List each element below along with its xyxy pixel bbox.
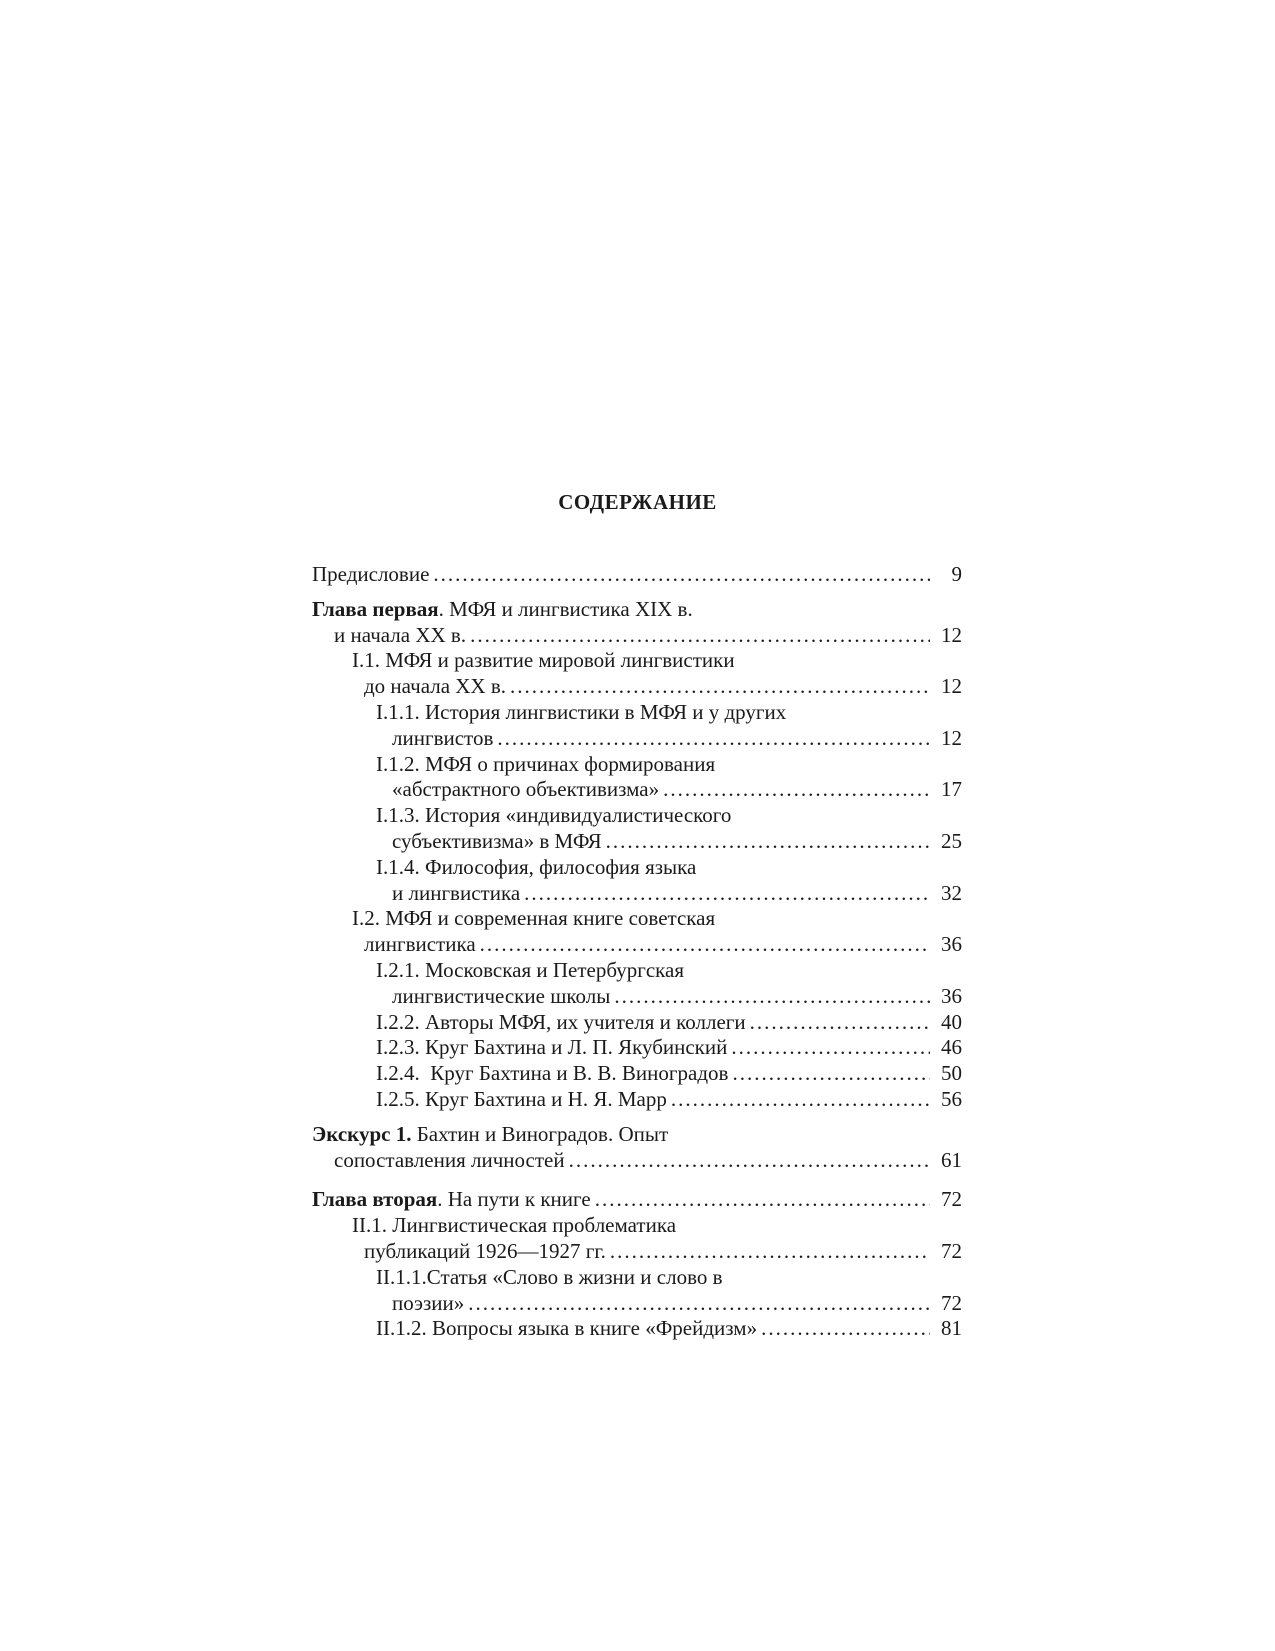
toc-entry-title-cont: субъективизма» в МФЯ (392, 828, 602, 853)
dot-leader (614, 984, 930, 1010)
page-number: 36 (941, 932, 962, 957)
toc-entry-title: I.2.1. Московская и Петербургская (376, 957, 685, 982)
toc-entry-title: II.1.2. Вопросы языка в книге «Фрейдизм» (376, 1316, 758, 1341)
page-number: 40 (941, 1009, 962, 1034)
toc-entry-title: . МФЯ и лингвистика XIX в. (438, 596, 693, 621)
toc-entry-1-2-3[interactable] (312, 1035, 962, 1061)
page-number: 9 (951, 562, 962, 586)
dot-leader (750, 1010, 930, 1036)
chapter-label: Глава вторая (312, 1187, 438, 1212)
page-number: 25 (941, 828, 962, 853)
toc-entry-1-1[interactable] (312, 648, 962, 700)
toc-entry-title: I.1.3. История «индивидуалистического (376, 803, 732, 828)
toc-entry-title-cont: до начала XX в. (364, 674, 507, 699)
dot-leader (510, 674, 930, 700)
toc-entry-title: I.1. МФЯ и развитие мировой лингвистики (352, 648, 735, 673)
dot-leader (470, 623, 930, 649)
page-number: 32 (941, 880, 962, 905)
page-number: 50 (941, 1061, 962, 1086)
page-number: 12 (941, 725, 962, 750)
toc-entry-1-1-3[interactable] (312, 803, 962, 855)
page-title: СОДЕРЖАНИЕ (558, 490, 717, 514)
toc-entry-title: I.1.2. МФЯ о причинах формирования (376, 751, 716, 776)
toc-entry-1-1-1[interactable] (312, 700, 962, 752)
toc-entry-title-cont: лингвистика (364, 932, 476, 957)
page-number: 56 (941, 1086, 962, 1111)
dot-leader (480, 932, 930, 958)
dot-leader (732, 1061, 930, 1087)
page-number: 61 (941, 1147, 962, 1172)
page-number: 81 (941, 1316, 962, 1341)
chapter-label: Глава первая (312, 596, 439, 621)
dot-leader (606, 829, 930, 855)
page-number: 17 (941, 777, 962, 802)
dot-leader (468, 1291, 930, 1317)
toc-entry-title-cont: и лингвистика (392, 880, 521, 905)
excursus-label: Экскурс 1. (312, 1121, 412, 1146)
toc-entry-title: . На пути к книге (437, 1187, 591, 1212)
toc-entry-title: Бахтин и Виноградов. Опыт (411, 1121, 669, 1146)
dot-leader (663, 777, 930, 803)
toc-entry-title-cont: и начала XX в. (334, 622, 467, 647)
table-of-contents (312, 562, 962, 1342)
toc-entry-title: I.2.2. Авторы МФЯ, их учителя и коллеги (376, 1009, 746, 1034)
dot-leader (595, 1187, 930, 1213)
dot-leader (671, 1087, 930, 1113)
toc-entry-1-2-5[interactable] (312, 1087, 962, 1113)
toc-entry-title-cont: «абстрактного объективизма» (392, 777, 660, 802)
toc-entry-title-cont: лингвистов (392, 725, 494, 750)
page-number: 12 (941, 622, 962, 647)
page-number: 72 (941, 1187, 962, 1212)
toc-entry-2-1-1[interactable] (312, 1265, 962, 1317)
toc-entry-1-2-4[interactable] (312, 1061, 962, 1087)
toc-entry-1-1-4[interactable] (312, 855, 962, 907)
toc-entry-2-1-2[interactable] (312, 1316, 962, 1342)
toc-entry-title-cont: поэзии» (392, 1290, 465, 1315)
page-number: 12 (941, 674, 962, 699)
toc-entry-chapter-1[interactable] (312, 597, 962, 649)
dot-leader (731, 1035, 930, 1061)
toc-entry-chapter-2[interactable] (312, 1187, 962, 1213)
toc-entry-title: Предисловие (312, 562, 430, 586)
toc-entry-1-2-1[interactable] (312, 958, 962, 1010)
toc-entry-title: I.1.1. История лингвистики в МФЯ и у других (376, 699, 787, 724)
toc-entry-title: II.1.1.Статья «Слово в жизни и слово в (376, 1264, 723, 1289)
toc-entry-title: II.1. Лингвистическая проблематика (352, 1213, 677, 1238)
page-number: 46 (941, 1035, 962, 1060)
toc-entry-title: I.2.3. Круг Бахтина и Л. П. Якубинский (376, 1035, 728, 1060)
dot-leader (569, 1148, 930, 1174)
dot-leader (524, 881, 930, 907)
toc-entry-preface[interactable] (312, 562, 962, 588)
toc-entry-1-2[interactable] (312, 906, 962, 958)
toc-entry-title-cont: сопоставления личностей (334, 1147, 565, 1172)
toc-entry-2-1[interactable] (312, 1213, 962, 1265)
toc-entry-excursus-1[interactable] (312, 1122, 962, 1174)
toc-entry-title: I.2. МФЯ и современная книге советская (352, 906, 716, 931)
page-number: 72 (941, 1238, 962, 1263)
toc-entry-title: I.2.5. Круг Бахтина и Н. Я. Марр (376, 1086, 667, 1111)
toc-entry-1-1-2[interactable] (312, 752, 962, 804)
toc-entry-title: I.2.4. Круг Бахтина и В. В. Виноградов (376, 1061, 729, 1086)
dot-leader (433, 562, 930, 588)
toc-entry-title-cont: лингвистические школы (392, 983, 611, 1008)
dot-leader (610, 1239, 930, 1265)
toc-entry-title: I.1.4. Философия, философия языка (376, 854, 697, 879)
dot-leader (497, 726, 930, 752)
toc-entry-1-2-2[interactable] (312, 1010, 962, 1036)
page-number: 72 (941, 1290, 962, 1315)
dot-leader (761, 1316, 930, 1342)
page-number: 36 (941, 983, 962, 1008)
toc-entry-title-cont: публикаций 1926—1927 гг. (364, 1238, 606, 1263)
